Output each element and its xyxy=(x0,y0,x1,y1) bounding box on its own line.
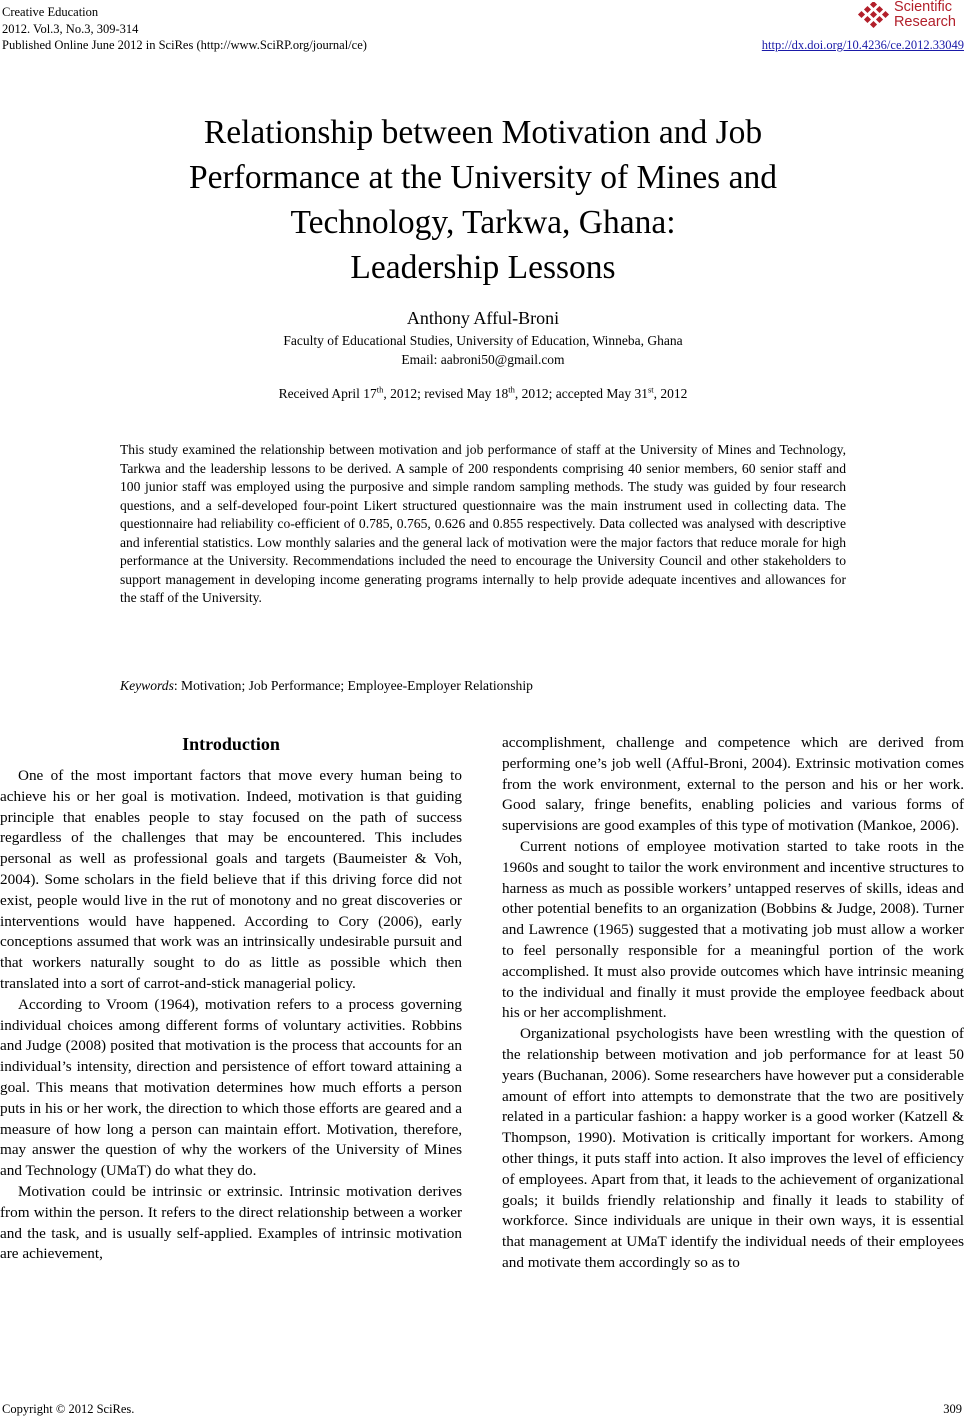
body-paragraph: One of the most important factors that move every human being to achieve his or her goal is motivation. Indeed, motivation is that guiding principle that enables people to stay focused on the path of success regardless of the challenges that may be encountered. This includes personal as well as professional goals and targets (Baumeister & Voh, 2004). Some scholars in the field believe that if this driving force did not exist, people would live in the rut of monotony and no great discoveries or interventions would have happened. According to Cory (2006), early conceptions assumed that work was an intrinsically undesirable pursuit and that workers naturally sought to do as little as possible which then translated into a sort of carrot-and-stick managerial policy. xyxy=(0,767,462,992)
body-paragraph: Organizational psychologists have been wrestling with the question of the relationship between motivation and job performance for at least 50 years (Buchanan, 2006). Some researchers have however put a considerable amount of effort into attempts to demonstrate that the two are positively related in a particular fashion: a happy worker is a good worker (Katzell & Thompson, 1990). Motivation is critically important for workers. Among other things, it puts staff into action. It also improves the level of efficiency of employees. Apart from that, it leads to the achievement of organizational goals; it builds friendly relationship and finally it leads to stability of workforce. Since individuals are unique in their own ways, it is essential that management at UMaT identify the individual needs of their employees and motivate them accordingly so as to xyxy=(502,1025,964,1271)
body-paragraph: accomplishment, challenge and competence which are derived from performing one’s job well (Afful-Broni, 2004). Extrinsic motivation comes from the work environment, external to the person and his or her work. Good salary, fringe benefits, enabling policies and various forms of supervisions are good examples of this type of motivation (Mankoe, 2006). xyxy=(502,734,964,835)
keywords-text: : Motivation; Job Performance; Employee-Employer Relationship xyxy=(173,678,533,693)
logo-text xyxy=(894,0,956,30)
logo-diamond-icon xyxy=(857,2,891,28)
published-online: Published Online June 2012 in SciRes (http://www.SciRP.org/journal/ce) xyxy=(2,38,367,52)
body-paragraph: Motivation could be intrinsic or extrinsic. Intrinsic motivation derives from within the person. It refers to the direct relationship between a worker and the task, and is usually self-applied. Examples of intrinsic motivation are achievement, xyxy=(0,1182,462,1263)
logo-line-1: Scientific xyxy=(893,0,952,15)
affiliation: Faculty of Educational Studies, University of Education, Winneba, Ghana xyxy=(283,333,683,348)
copyright-footer: Copyright © 2012 SciRes. xyxy=(2,1402,135,1416)
right-column xyxy=(502,733,964,1274)
journal-name: Creative Education xyxy=(2,5,99,19)
received-sup: th xyxy=(376,384,384,395)
author-name: Anthony Afful-Broni xyxy=(406,308,560,328)
title-line-1: Relationship between Motivation and Job xyxy=(203,114,763,151)
logo-line-2: Research xyxy=(893,14,956,30)
submission-dates xyxy=(0,385,966,403)
body-paragraph: Current notions of employee motivation started to take roots in the 1960s and sought to tailor the work environment and incentive structures to harness as much as possible workers’ untapped reserves of skills, ideas and other potential benefits to an organization (Bobbins & Judge, 2008). Turner and Lawrence (1965) suggested that a motivating job must allow a worker to feel personally responsible for a meaningful portion of the work accomplished. It must also provide outcomes which have intrinsic meaning to the individual and finally it must provide the employee feedback about his or her accomplishment. xyxy=(502,837,964,1022)
journal-header xyxy=(2,4,367,54)
title-line-4: Leadership Lessons xyxy=(350,249,616,286)
doi-link[interactable]: http://dx.doi.org/10.4236/ce.2012.33049 xyxy=(761,38,964,52)
left-column xyxy=(0,733,462,1265)
accepted-sup: st xyxy=(648,384,654,395)
title-line-2: Performance at the University of Mines and xyxy=(189,159,777,196)
keywords-label: Keywords xyxy=(120,678,174,693)
abstract: This study examined the relationship between motivation and job performance of staff at the University of Mines and Technology, Tarkwa and the leadership lessons to be derived. A sample of 200 respondents comprising 40 senior members, 60 senior staff and 100 junior staff was employed using the purposive and simple random sampling methods. The study was guided by four research questions, and a self-developed four-point Likert structured questionnaire was the main instrument used in collecting data. The questionnaire had reliability co-efficient of 0.785, 0.765, 0.626 and 0.855 respectively. Data collected was analysed with descriptive and inferential statistics. Low monthly salaries and the general lack of motivation were the major factors that reduce morale for high performance at the University. Recommendations included the need to encourage the University Council and other stakeholders to support management in developing income generating programs internally to help provide adequate incentives and allowances for the staff of the University. xyxy=(120,442,846,605)
author-affiliation-block xyxy=(0,331,966,369)
paper-title xyxy=(0,110,966,290)
section-heading-introduction: Introduction xyxy=(182,734,280,754)
page-number: 309 xyxy=(943,1402,962,1416)
revised-date: , 2012; revised May 18 xyxy=(383,386,509,401)
doi-header xyxy=(762,37,964,54)
revised-sup: th xyxy=(508,384,515,395)
journal-volume: 2012. Vol.3, No.3, 309-314 xyxy=(2,21,139,36)
keywords xyxy=(120,677,846,695)
body-paragraph: According to Vroom (1964), motivation refers to a process governing individual choices among different forms of voluntary activities. Robbins and Judge (2008) posited that motivation is the process that accounts for an individual’s intensity, direction and persistence of effort toward attaining a goal. This means that motivation determines how much efforts a person puts in his or her work, the direction to which those efforts are geared and a measure of how long a person can maintain effort. Motivation, therefore, may answer the question of why the workers of the University of Mines and Technology (UMaT) do what they do. xyxy=(0,995,462,1180)
author-email: Email: aabroni50@gmail.com xyxy=(401,352,565,367)
dates-suffix: , 2012 xyxy=(653,386,688,401)
accepted-date: , 2012; accepted May 31 xyxy=(514,386,648,401)
title-line-3: Technology, Tarkwa, Ghana: xyxy=(290,204,676,241)
received-date: Received April 17 xyxy=(278,386,377,401)
scientific-research-logo xyxy=(857,0,956,30)
